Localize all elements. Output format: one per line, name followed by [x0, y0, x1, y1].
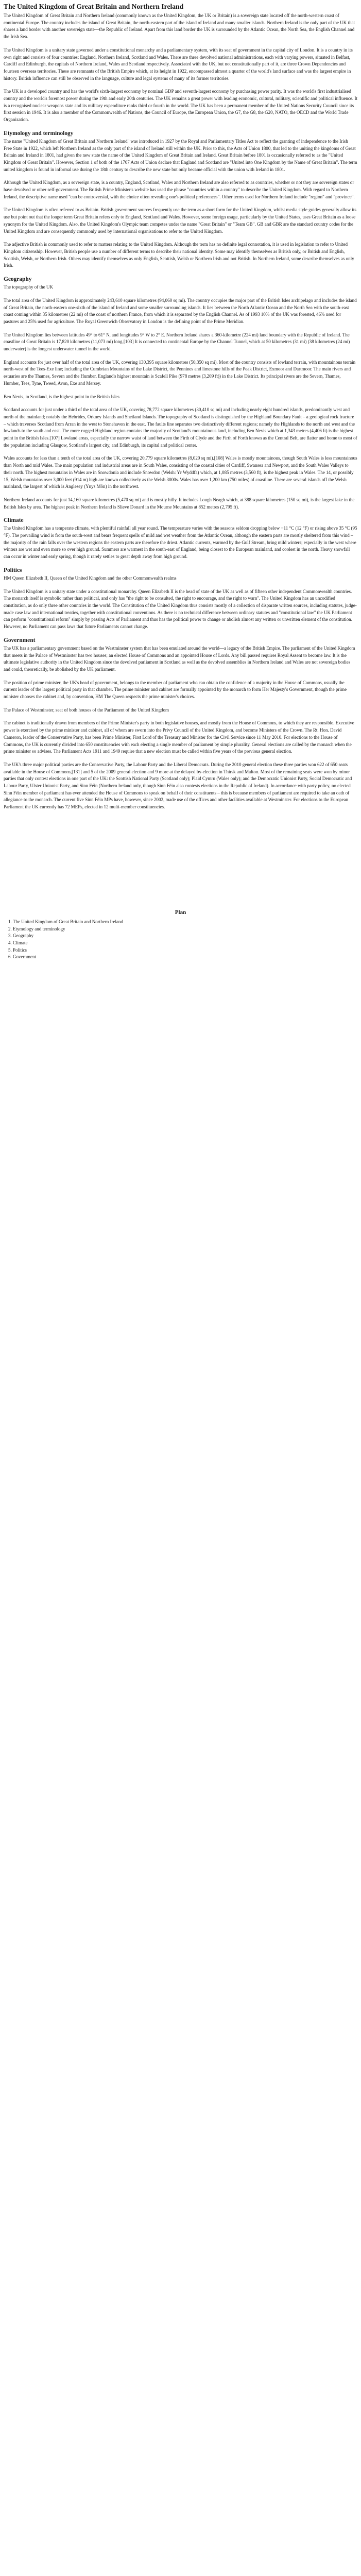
- plan-list: [4, 919, 357, 961]
- plan-item: 3. Geography: [13, 933, 357, 940]
- section-heading: Politics: [4, 567, 22, 573]
- paragraph: The UK is a developed country and has the world's sixth-largest economy by nominal GDP and seventh-largest economy by purchasing power parity. It was the world's first industrialised country and the world's foremost power during the 19th and early 20th centuries. The UK remains a great power with leading economic, cultural, military, scientific and political influence. It is a recognised nuclear weapons state and its military expenditure ranks third or fourth in the world. The UK has been a permanent member of the United Nations Security Council since its first session in 1946. It is also a member of the Commonwealth of Nations, the Council of Europe, the European Union, the G7, the G8, the G20, NATO, the OECD and the World Trade Organization.: [4, 89, 357, 123]
- paragraph: The United Kingdom is a unitary state under a constitutional monarchy. Queen Elizabeth II is the head of state of the UK as well as of fifteen other independent Commonwealth countries. The monarch itself is symbolic rather than political, and only has "the right to be consulted, the right to encourage, and the right to warn". The United Kingdom has an uncodified constitution, as do only three other countries in the world. The Constitution of the United Kingdom thus consists mostly of a collection of disparate written sources, including statutes, judge-made case law and international treaties, together with constitutional conventions. As there is no technical difference between ordinary statutes and "constitutional law" the UK Parliament can perform "constitutional reform" simply by passing Acts of Parliament and thus has the political power to change or abolish almost any written or unwritten element of the constitution. However, no Parliament can pass laws that future Parliaments cannot change.: [4, 588, 357, 630]
- paragraph: The United Kingdom lies between latitudes 49° to 61° N, and longitudes 9° W to 2° E. Northern Ireland shares a 360-kilometre (224 mi) land boundary with the Republic of Ireland. The coastline of Great Britain is 17,820 kilometres (11,073 mi) long.[103] It is connected to continental Europe by the Channel Tunnel, which at 50 kilometres (31 mi) (38 kilometres (24 mi) underwater) is the longest underwater tunnel in the world.: [4, 332, 350, 352]
- paragraph: Scotland accounts for just under a third of the total area of the UK, covering 78,772 square kilometres (30,410 sq mi) and including nearly eight hundred islands, predominantly west and north of the mainland; notably the Hebrides, Orkney Islands and Shetland Islands. The topography of Scotland is distinguished by the Highland Boundary Fault – a geological rock fracture – which traverses Scotland from Arran in the west to Stonehaven in the east. The faults line separates two distinctively different regions; namely the Highlands to the north and west and the lowlands to the south and east. The more rugged Highland region contains the majority of Scotland's mountainous land, including Ben Nevis which at 1,343 metres (4,406 ft) is the highest point in the British Isles.[107] Lowland areas, especially the narrow waist of land between the Firth of Clyde and the Firth of Forth known as the Central Belt, are flatter and home to most of the population including Glasgow, Scotland's largest city, and Edinburgh, its capital and political center.: [4, 407, 357, 448]
- image-caption: Ben Nevis, in Scotland, is the highest point in the British Isles: [4, 394, 119, 399]
- intro-section: [4, 12, 357, 124]
- paragraph: Northern Ireland accounts for just 14,160 square kilometres (5,470 sq mi) and is mostly hilly. It includes Lough Neagh which, at 388 square kilometres (150 sq mi), is the largest lake in the British Isles by area. The highest peak in Northern Ireland is Slieve Donard in the Mourne Mountains at 852 metres (2,795 ft).: [4, 497, 355, 510]
- image-caption: HM Queen Elizabeth II, Queen of the United Kingdom and the other Commonwealth realms: [4, 575, 177, 581]
- section-heading: Etymology and terminology: [4, 130, 74, 137]
- plan-section: [4, 909, 357, 961]
- section-geography: [4, 276, 357, 511]
- plan-item: 4. Climate: [13, 940, 357, 947]
- paragraph: The UK's three major political parties are the Conservative Party, the Labour Party and the Liberal Democrats. During the 2010 general election these three parties won 622 of 650 seats available in the House of Commons,[131] and 5 of the 2009 general election and 9 more at the delayed by-election in Thirsk and Malton. Most of the remaining seats were won by minor parties that only contest elections in one part of the UK: the Scottish National Party (Scotland only); Plaid Cymru (Wales only); and the Democratic Unionist Party, Social Democratic and Labour Party, Ulster Unionist Party, and Sinn Féin (Northern Ireland only, though Sinn Féin also contests elections in the Republic of Ireland). In accordance with party policy, no elected Sinn Féin member of parliament has ever attended the House of Commons to speak on behalf of their constituents – this is because members of parliament are required to take an oath of allegiance to the monarch. The current five Sinn Féin MPs have, however, since 2002, made use of the offices and other facilities available at Westminster. For elections to the European Parliament the UK currently has 72 MEPs, elected in 12 multi-member constituencies.: [4, 761, 352, 810]
- document: [0, 0, 361, 961]
- image-caption: The Palace of Westminster, seat of both houses of the Parliament of the United Kingdom: [4, 707, 169, 713]
- image-caption: The topography of the UK: [4, 284, 53, 290]
- paragraph: The UK has a parliamentary government based on the Westminster system that has been emulated around the world—a legacy of the British Empire. The parliament of the United Kingdom that meets in the Palace of Westminster has two houses; an elected House of Commons and an appointed House of Lords. Any bill passed requires Royal Assent to become law. It is the ultimate legislative authority in the United Kingdom since the devolved parliament in Scotland as well as the devolved assemblies in Northern Ireland and Wales are not sovereign bodies and could, theoretically, be abolished by the UK parliament.: [4, 645, 355, 672]
- paragraph: The United Kingdom of Great Britain and Northern Ireland (commonly known as the United Kingdom, the UK or Britain) is a sovereign state located off the north-western coast of continental Europe. The country includes the island of Great Britain, the north-eastern part of the island of Ireland and many smaller islands. Northern Ireland is the only part of the UK that shares a land border with another sovereign state—the Republic of Ireland. Apart from this land border the UK is surrounded by the Atlantic Ocean, the North Sea, the English Channel and the Irish Sea.: [4, 13, 355, 40]
- section-heading: Geography: [4, 276, 32, 283]
- section-etymology: [4, 130, 357, 269]
- plan-item: 2. Etymology and terminology: [13, 926, 357, 933]
- paragraph: Wales accounts for less than a tenth of the total area of the UK, covering 20,779 square kilometres (8,020 sq mi).[108] Wales is mostly mountainous, though South Wales is less mountainous than North and mid Wales. The main population and industrial areas are in South Wales, consisting of the coastal cities of Cardiff, Swansea and Newport, and the South Wales Valleys to their north. The highest mountains in Wales are in Snowdonia and include Snowdon (Welsh: Yr Wyddfa) which, at 1,085 metres (3,560 ft), is the highest peak in Wales. The 14, or possibly 15, Welsh mountains over 3,000 feet (914 m) high are known collectively as the Welsh 3000s. Wales has over 1,200 km (750 miles) of coastline. There are several islands off the Welsh mainland, the largest of which is Anglesey (Ynys Môn) in the northwest.: [4, 455, 357, 489]
- paragraph: England accounts for just over half of the total area of the UK, covering 130,395 square kilometres (50,350 sq mi). Most of the country consists of lowland terrain, with mountainous terrain north-west of the Tees-Exe line; including the Cumbrian Mountains of the Lake District, the Pennines and limestone hills of the Peak District, Exmoor and Dartmoor. The main rivers and estuaries are the Thames, Severn and the Humber. England's highest mountain is Scafell Pike (978 metres (3,209 ft)) in the Lake District. Its principal rivers are the Severn, Thames, Humber, Tees, Tyne, Tweed, Avon, Exe and Mersey.: [4, 359, 356, 386]
- section-climate: [4, 517, 357, 561]
- paragraph: The United Kingdom is a unitary state governed under a constitutional monarchy and a parliamentary system, with its seat of government in the capital city of London. It is a country in its own right and consists of four countries: England, Northern Ireland, Scotland and Wales. There are three devolved national administrations, each with varying powers, situated in Belfast, Cardiff and Edinburgh, the capitals of Northern Ireland, Wales and Scotland respectively. Associated with the UK, but not constitutionally part of it, are three Crown Dependencies and fourteen overseas territories. These are remnants of the British Empire which, at its height in 1922, encompassed almost a quarter of the world's land surface and was the largest empire in history. British influence can still be observed in the language, culture and legal systems of many of its former territories.: [4, 47, 353, 81]
- section-government: [4, 637, 357, 811]
- paragraph: The total area of the United Kingdom is approximately 243,610 square kilometres (94,060 sq mi). The country occupies the major part of the British Isles archipelago and includes the island of Great Britain, the north-eastern one-sixth of the island of Ireland and some smaller surrounding islands. It lies between the North Atlantic Ocean and the North Sea with the south-east coast coming within 35 kilometres (22 mi) of the coast of northern France, from which it is separated by the English Channel. As of 1993 10% of the UK was forested, 46% used for pastures and 25% used for agriculture. The Royal Greenwich Observatory in London is the defining point of the Prime Meridian.: [4, 297, 357, 324]
- paragraph: The adjective British is commonly used to refer to matters relating to the United Kingdom. Although the term has no definite legal connotation, it is used in legislation to refer to United Kingdom citizenship. However, British people use a number of different terms to describe their national identity. Some may identify themselves as British only, or British and English, Scottish, Welsh, or Northern Irish. Others may identify themselves as only English, Scottish, Welsh or Northern Irish and not British. In Northern Ireland, some describe themselves as only Irish.: [4, 242, 354, 268]
- paragraph: The United Kingdom is often referred to as Britain. British government sources frequently use the term as a short form for the United Kingdom, whilst media style guides generally allow its use but point out that the longer term Great Britain refers only to England, Scotland and Wales. However, some foreign usage, particularly by the United States, uses Great Britain as a loose synonym for the United Kingdom. Also, the United Kingdom's Olympic team competes under the name "Great Britain" or "Team GB". GB and GBR are the standard country codes for the United Kingdom and are consequently commonly used by international organisations to refer to the United Kingdom.: [4, 207, 356, 234]
- plan-item: 6. Government: [13, 954, 357, 961]
- plan-item: 5. Politics: [13, 947, 357, 954]
- paragraph: The position of prime minister, the UK's head of government, belongs to the member of parliament who can obtain the confidence of a majority in the House of Commons, usually the current leader of the largest political party in that chamber. The prime minister and cabinet are formally appointed by the monarch to form Her Majesty's Government, though the prime minister chooses the cabinet and, by convention, HM The Queen respects the prime minister's choices.: [4, 680, 347, 700]
- paragraph: The name "United Kingdom of Great Britain and Northern Ireland" was introduced in 1927 by the Royal and Parliamentary Titles Act to reflect the granting of independence to the Irish Free State in 1922, which left Northern Ireland as the only part of the island of Ireland still within the UK. Prior to this, the Acts of Union 1800, that led to the uniting the kingdoms of Great Britain and Ireland in 1801, had given the new state the name of the United Kingdom of Great Britain and Ireland. Great Britain before 1801 is occasionally referred to as the "United Kingdom of Great Britain". However, Section 1 of both of the 1707 Acts of Union declare that England and Scotland are "United into One Kingdom by the Name of Great Britain". The term united kingdom is found in informal use during the 18th century to describe the new state but only became official with the union with Ireland in 1801.: [4, 138, 357, 172]
- paragraph: The cabinet is traditionally drawn from members of the Prime Minister's party in both legislative houses, and mostly from the House of Commons, to which they are responsible. Executive power is exercised by the prime minister and cabinet, all of whom are sworn into the Privy Council of the United Kingdom, and become Ministers of the Crown. The Rt. Hon. David Cameron, leader of the Conservative Party, has been Prime Minister, First Lord of the Treasury and Minister for the Civil Service since 11 May 2010. For elections to the House of Commons, the UK is currently divided into 650 constituencies with each electing a single member of parliament by simple plurality. General elections are called by the monarch when the prime minister so advises. The Parliament Acts 1911 and 1949 require that a new election must be called within five years of the previous general election.: [4, 720, 354, 754]
- section-heading: Climate: [4, 517, 24, 524]
- paragraph: The United Kingdom has a temperate climate, with plentiful rainfall all year round. The temperature varies with the seasons seldom dropping below −11 °C (12 °F) or rising above 35 °C (95 °F). The prevailing wind is from the south-west and bears frequent spells of mild and wet weather from the Atlantic Ocean, although the eastern parts are mostly sheltered from this wind – the majority of the rain falls over the western regions the eastern parts are therefore the driest. Atlantic currents, warmed by the Gulf Stream, bring mild winters; especially in the west where winters are wet and even more so over high ground. Summers are warmest in the south-east of England, being closest to the European mainland, and coolest in the north. Heavy snowfall can occur in winter and early spring, though it rarely settles to great depth away from high ground.: [4, 526, 357, 560]
- section-politics: [4, 567, 357, 631]
- plan-heading: Plan: [175, 909, 186, 916]
- paragraph: Although the United Kingdom, as a sovereign state, is a country, England, Scotland, Wales and Northern Ireland are also referred to as countries, whether or not they are sovereign states or have devolved or other self-government. The British Prime Minister's website has used the phrase "countries within a country" to describe the United Kingdom. With regard to Northern Ireland, the descriptive name used "can be controversial, with the choice often revealing one's political preferences". Other terms used for Northern Ireland include "region" and "province".: [4, 180, 355, 199]
- section-heading: Government: [4, 637, 36, 643]
- plan-item: 1. The United Kingdom of Great Britain and Northern Ireland: [13, 919, 357, 926]
- document-title: The United Kingdom of Great Britain and Northern Ireland: [4, 3, 184, 10]
